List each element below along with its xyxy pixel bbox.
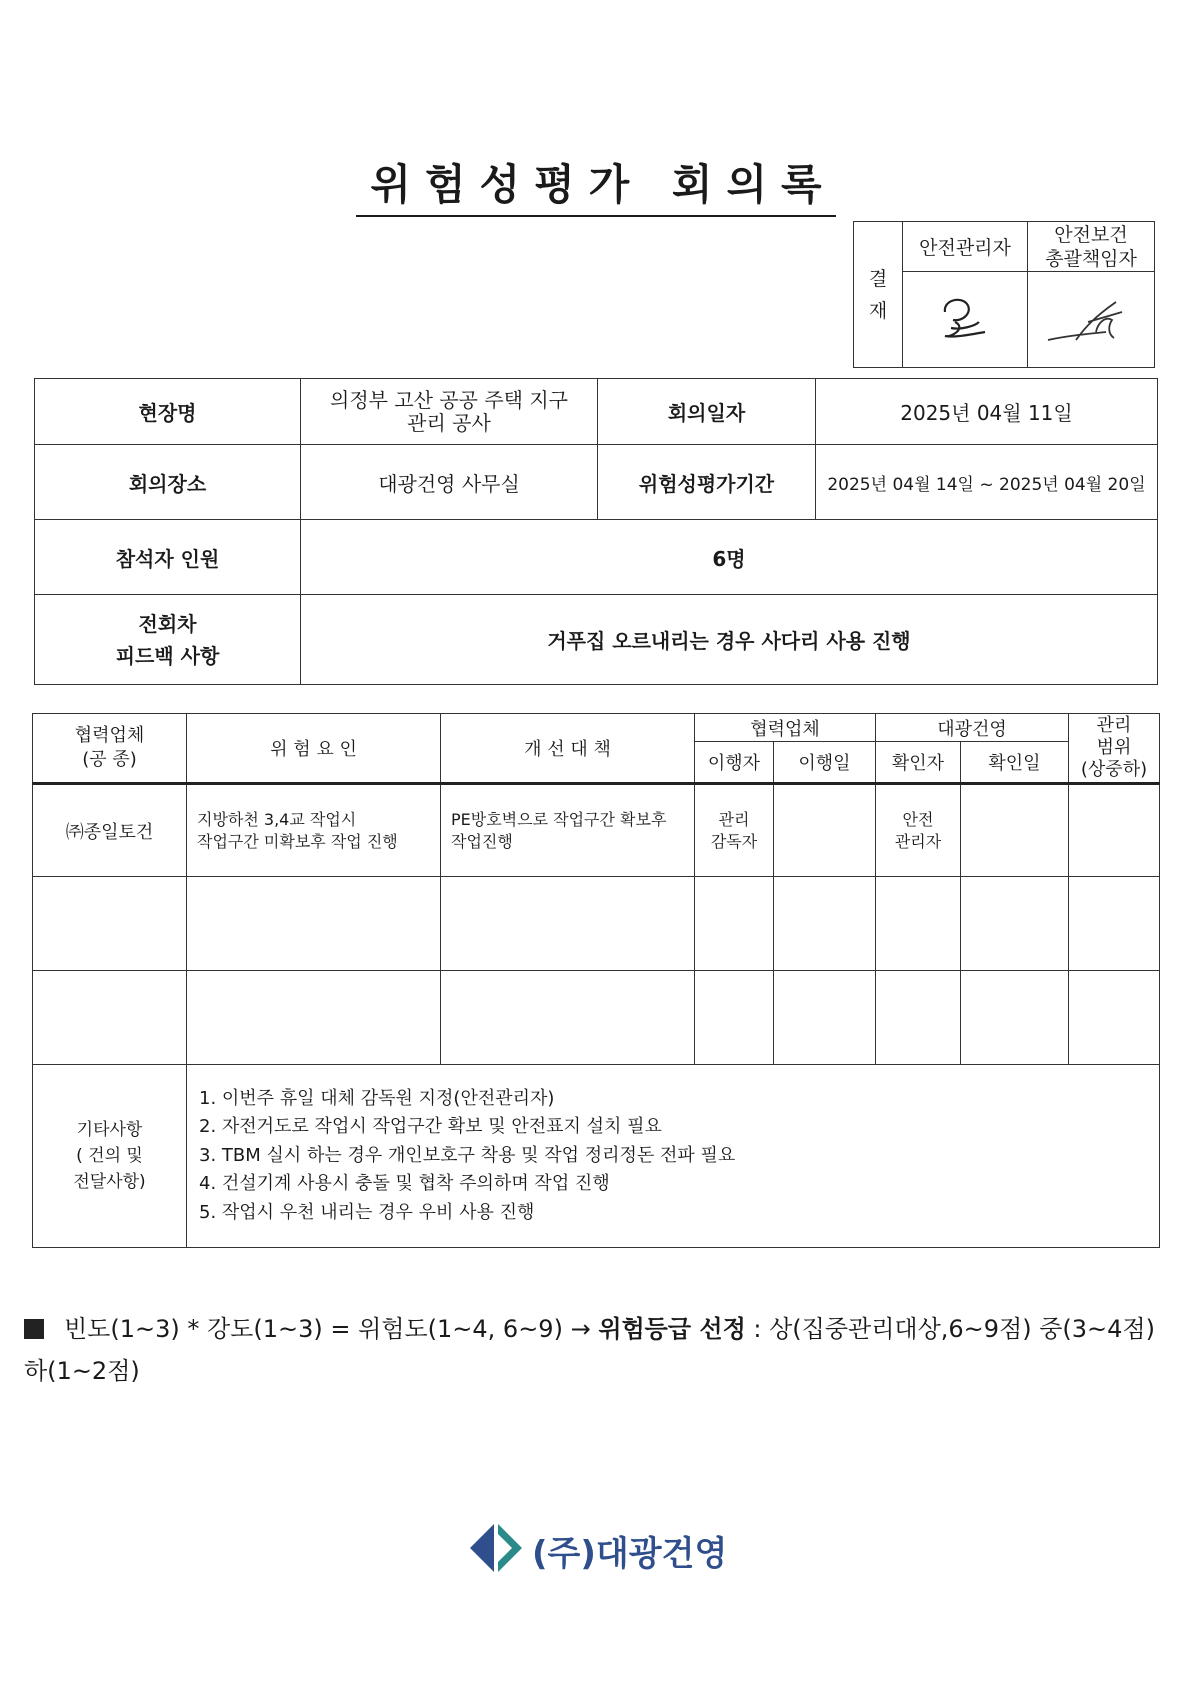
row-checker <box>876 971 961 1065</box>
signature-general-manager <box>1028 272 1155 368</box>
row-contractor: ㈜종일토건 <box>33 784 187 877</box>
table-row <box>33 784 1160 877</box>
row-hazard <box>187 877 441 971</box>
signature-safety-manager <box>903 272 1028 368</box>
row-performer <box>695 971 774 1065</box>
period-label: 위험성평가기간 <box>598 445 816 520</box>
formula-bold: 위험등급 선정 <box>598 1315 746 1343</box>
row-check-date <box>961 784 1069 877</box>
note-item: 2. 자전거도로 작업시 작업구간 확보 및 안전표지 설치 필요 <box>199 1116 662 1138</box>
row-measure <box>441 877 695 971</box>
signature-mark-2 <box>1036 282 1146 352</box>
row-scope <box>1069 784 1160 877</box>
row-contractor <box>33 971 187 1065</box>
row-scope <box>1069 971 1160 1065</box>
header-checker: 확인자 <box>876 742 961 784</box>
square-bullet-icon <box>24 1319 44 1339</box>
place-value: 대광건영 사무실 <box>301 445 598 520</box>
row-checker: 안전 관리자 <box>876 784 961 877</box>
row-hazard <box>187 971 441 1065</box>
date-value: 2025년 04월 11일 <box>816 379 1158 445</box>
row-measure <box>441 971 695 1065</box>
approval-header-safety-manager: 안전관리자 <box>903 222 1028 272</box>
header-scope: 관리 범위 (상중하) <box>1069 714 1160 784</box>
feedback-value: 거푸집 오르내리는 경우 사다리 사용 진행 <box>301 595 1158 685</box>
header-contractor: 협력업체 (공 종) <box>33 714 187 784</box>
notes-label: 기타사항 ( 건의 및 전달사항) <box>33 1065 187 1248</box>
row-perform-date <box>774 971 876 1065</box>
row-check-date <box>961 971 1069 1065</box>
feedback-label: 전회차 피드백 사항 <box>35 595 301 685</box>
note-item: 1. 이번주 휴일 대체 감독원 지정(안전관리자) <box>199 1087 555 1109</box>
site-label: 현장명 <box>35 379 301 445</box>
meeting-info-table <box>34 378 1158 685</box>
row-performer: 관리 감독자 <box>695 784 774 877</box>
site-value: 의정부 고산 공공 주택 지구 관리 공사 <box>301 379 598 445</box>
formula-part2: : 상(집중관리대상,6~9점) 중(3~4점) 하(1~2점) <box>24 1315 1155 1385</box>
table-row <box>33 971 1160 1065</box>
row-perform-date <box>774 784 876 877</box>
row-hazard: 지방하천 3,4교 작업시 작업구간 미확보후 작업 진행 <box>187 784 441 877</box>
header-check-date: 확인일 <box>961 742 1069 784</box>
header-company-group: 대광건영 <box>876 714 1069 742</box>
company-logo <box>468 1520 728 1576</box>
header-measure: 개 선 대 책 <box>441 714 695 784</box>
signature-mark-1 <box>915 282 1015 352</box>
row-check-date <box>961 877 1069 971</box>
page-title <box>0 152 1192 212</box>
header-partner-group: 협력업체 <box>695 714 876 742</box>
note-item: 3. TBM 실시 하는 경우 개인보호구 착용 및 작업 정리정돈 전파 필요 <box>199 1144 736 1166</box>
date-label: 회의일자 <box>598 379 816 445</box>
page-title-text: 위험성평가 회의록 <box>356 160 835 217</box>
header-hazard: 위 험 요 인 <box>187 714 441 784</box>
row-measure: PE방호벽으로 작업구간 확보후 작업진행 <box>441 784 695 877</box>
risk-assessment-table <box>32 713 1160 1248</box>
place-label: 회의장소 <box>35 445 301 520</box>
formula-part1: 빈도(1~3) * 강도(1~3) = 위험도(1~4, 6~9) → <box>64 1315 599 1343</box>
row-checker <box>876 877 961 971</box>
logo-diamond-icon <box>468 1520 528 1576</box>
note-item: 5. 작업시 우천 내리는 경우 우비 사용 진행 <box>199 1201 535 1223</box>
row-performer <box>695 877 774 971</box>
risk-formula <box>24 1308 1174 1392</box>
notes-list <box>187 1065 1160 1248</box>
logo-text: (주)대광건영 <box>532 1534 728 1574</box>
attendees-label: 참석자 인원 <box>35 520 301 595</box>
row-scope <box>1069 877 1160 971</box>
row-contractor <box>33 877 187 971</box>
row-perform-date <box>774 877 876 971</box>
note-item: 4. 건설기계 사용시 충돌 및 협착 주의하며 작업 진행 <box>199 1173 610 1195</box>
period-value: 2025년 04월 14일 ~ 2025년 04월 20일 <box>816 445 1158 520</box>
approval-header-general-manager: 안전보건 총괄책임자 <box>1028 222 1155 272</box>
table-row <box>33 877 1160 971</box>
header-perform-date: 이행일 <box>774 742 876 784</box>
approval-box <box>853 221 1155 368</box>
header-performer: 이행자 <box>695 742 774 784</box>
attendees-value: 6명 <box>301 520 1158 595</box>
approval-side-label: 결 재 <box>854 222 903 368</box>
